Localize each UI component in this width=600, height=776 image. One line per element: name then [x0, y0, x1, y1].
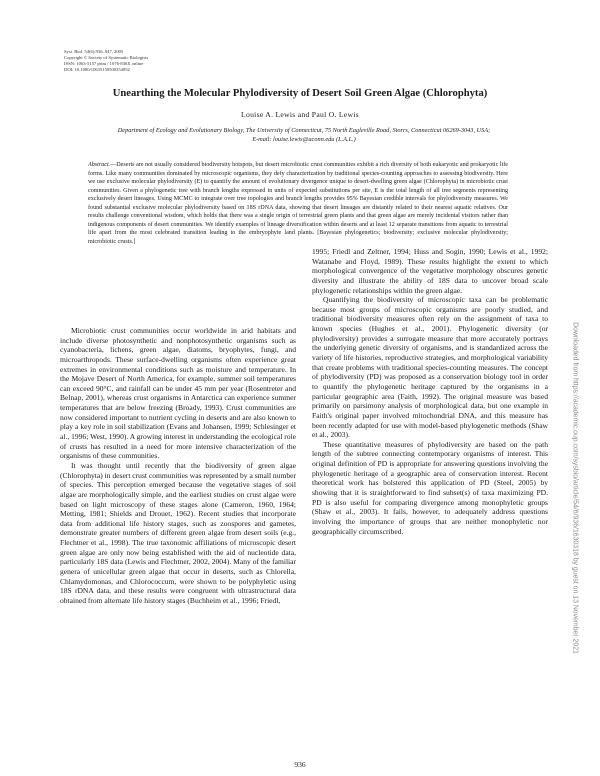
abstract-text: —Deserts are not usually considered biodiversity hotspots, but desert microbiotic crust communities exhibit a rich diversity of both eukaryotic and prokaryotic life forms. Like many communities dominated by microscopic organisms, they defy characterization by traditional species-counting approaches to assessing biodiversity. Here we use exclusive molecular phylodiversity (E) to quantify the amount of evolutionary divergence unique to desert-dwelling green algae (Chlorophyta) in microbiotic crust communities. Given a phylogenetic tree with branch lengths expressed in units of expected substitutions per site, E is the total length of all tree segments representing exclusively desert lineages. Using MCMC to integrate over tree topologies and branch lengths provides 95% Bayesian credible intervals for phylodiversity measures. We found substantial exclusive molecular phylodiversity based on 18S rDNA data, showing that desert lineages are distantly related to their nearest aquatic relatives. Our results challenge conventional wisdom, which holds that there was a single origin of terrestrial green plants and that green algae are merely incidental visitors rather than indigenous components of desert communities. We identify examples of lineage diversification within deserts and at least 12 separate transitions from aquatic to terrestrial life apart from the most celebrated transition leading to the embryophyte land plants. [Bayesian phylogenetics; biodiversity; exclusive molecular phylodiversity; microbiotic crusts.] [88, 162, 508, 245]
abstract-label: Abstract. [88, 162, 111, 168]
body-column-left [60, 326, 296, 606]
body-column-right [312, 247, 548, 536]
watermark-text: Downloaded from https://academic.oup.com/sysbio/article/54/6/936/1630318 by guest on 13 November 2021 [571, 322, 579, 654]
body-paragraph: These quantitative measures of phylodiversity are based on the path length of the subtree connecting contemporary organisms of interest. This original definition of PD is appropriate for answering questions involving the phylogenetic heritage of a geographic area of conservation interest. Recent theoretical work has bolstered this application of PD (Steel, 2005) by showing that it is straightforward to find subset(s) of taxa maximizing PD. PD is also useful for comparing divergence among monophyletic groups (Shaw et al., 2003). It fails, however, to adequately address questions involving the importance of groups that are neither monophyletic nor geographically circumscribed. [312, 439, 548, 536]
affiliation-address: Department of Ecology and Evolutionary Biology, The University of Connecticut, 75 North Eagleville Road, Storrs, Connecticut 06269-3043, USA; [117, 127, 491, 134]
author-email: E-mail: louise.lewis@uconn.edu (L.A.L.) [252, 135, 356, 143]
doi-line: DOI: 10.1080/10635150500354852 [64, 67, 130, 73]
body-paragraph: Quantifying the biodiversity of microscopic taxa can be problematic because most groups of microscopic organisms are poorly studied, and traditional biodiversity measures often rely on the assignment of taxa to known species (Hughes et al., 2001). Phylogenetic diversity (or phylodiversity) provides a surrogate measure that more accurately portrays the underlying genetic diversity of organisms, and is standardized across the variety of life histories, reproductive strategies, and morphological variability that create problems with traditional species-counting measures. The concept of phylodiversity (PD) was proposed as a conservation biology tool in order to quantify the phylogenetic heritage captured by the organisms in a particular geographic area (Faith, 1992). The original measure was based primarily on parsimony analysis of morphological data, but one example in Faith's original paper involved mitochondrial DNA, and this measure has been recently adapted for use with model-based phylogenetic methods (Shaw et al., 2003). [312, 295, 548, 440]
issn-line: ISSN: 1063-5157 print / 1076-836X online [64, 61, 144, 67]
journal-metadata [64, 49, 148, 73]
author-affiliation [64, 127, 544, 144]
copyright-line: Copyright © Society of Systematic Biologists [64, 55, 149, 61]
body-paragraph: It was thought until recently that the biodiversity of green algae (Chlorophyta) in desert crust communities was represented by a small number of species. This perception emerged because the vegetative stages of soil algae are morphologically simple, and the earliest studies on crust algae were based on light microscopy of these stages alone (Cameron, 1960, 1964; Metting, 1981; Shields and Drouet, 1962). Recent studies that incorporate data from additional life history stages, such as zoospores and gametes, demonstrate greater numbers of different green algae from desert soils (e.g., Flechtner et al., 1998). The true taxonomic affiliations of microscopic desert green algae are only now being established with the aid of nucleotide data, particularly 18S data (Lewis and Flechtner, 2002, 2004). Many of the familiar genera of unicellular green algae that occur in deserts, such as Chlorella, Chlamydomonas, and Chlorococcum, were shown to be polyphyletic using 18S rDNA data, and these results were congruent with ultrastructural data obtained from alternate life history stages (Buchheim et al., 1996; Friedl, [60, 460, 296, 605]
body-paragraph: Microbiotic crust communities occur worldwide in arid habitats and include diverse photosynthetic and nonphotosynthetic organisms such as cyanobacteria, lichens, green algae, diatoms, bryophytes, fungi, and microarthropods. These surface-dwelling organisms often experience great extremes in environmental conditions such as moisture and temperature. In the Mojave Desert of North America, for example, summer soil temperatures can exceed 90°C, and rainfall can be under 45 mm per year (Rosentreter and Belnap, 2001), whereas crust organisms in Antarctica can experience summer temperatures that are below freezing (Broady, 1993). Crust communities are now considered important to nutrient cycling in deserts and are also known to play a key role in soil stabilization (Evans and Johansen, 1999; Schlesinger et al., 1996; West, 1990). A growing interest in understanding the ecological role of crusts has resulted in a need for more intensive characterization of the organisms of these communities. [60, 326, 296, 461]
body-paragraph: 1995; Friedl and Zeltner, 1994; Huss and Sogin, 1990; Lewis et al., 1992; Watanabe and Floyd, 1989). These results highlight the extent to which morphological convergence of the vegetative morphology obscures genetic diversity and illustrate the ability of 18S data to uncover broad scale phylogenetic relationships within the green algae. [312, 247, 548, 295]
author-list: Louise A. Lewis and Paul O. Lewis [241, 110, 359, 119]
article-title: Unearthing the Molecular Phylodiversity of Desert Soil Green Algae (Chlorophyta) [112, 88, 488, 99]
abstract [88, 161, 508, 246]
journal-citation: Syst. Biol. 54(6):936–947, 2005 [64, 49, 124, 54]
page-number: 936 [294, 760, 306, 769]
